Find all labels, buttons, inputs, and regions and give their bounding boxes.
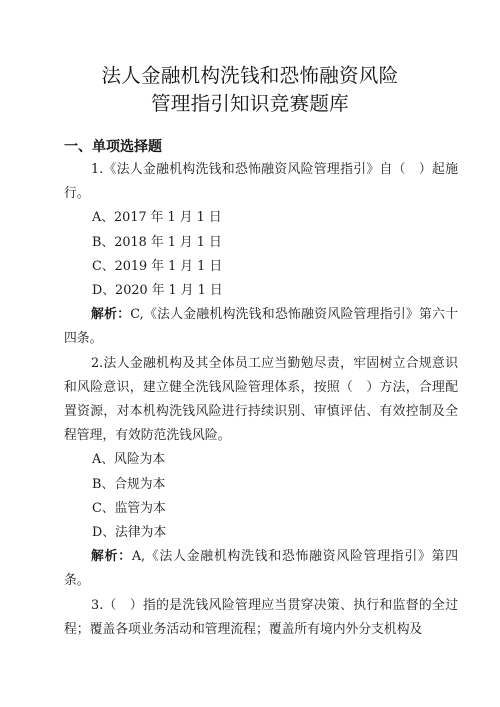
- answer-option: D、2020 年 1 月 1 日: [92, 283, 223, 299]
- answer-option: C、监管为本: [92, 500, 166, 516]
- answer-label: 解析：: [91, 549, 132, 565]
- answer-option: D、法律为本: [92, 525, 167, 541]
- answer-option: B、2018 年 1 月 1 日: [92, 234, 222, 250]
- question-list: [64, 158, 458, 642]
- answer-text: A,《法人金融机构洗钱和恐怖融资风险管理指引》第四条。: [64, 549, 458, 589]
- question-stem: 3.（ ）指的是洗钱风险管理应当贯穿决策、执行和监督的全过程；覆盖各项业务活动和管理流程；覆盖所有境内外分支机构及: [64, 597, 458, 637]
- answer-explanation: [64, 303, 458, 351]
- question-stem: 1.《法人金融机构洗钱和恐怖融资风险管理指引》自（ ）起施行。: [64, 162, 458, 202]
- section-heading: 一、单项选择题: [64, 139, 162, 155]
- answer-explanation: [64, 545, 458, 593]
- document-title-line2: 管理指引知识竞赛题库: [150, 92, 349, 115]
- answer-option: B、合规为本: [92, 476, 166, 492]
- answer-option: A、2017 年 1 月 1 日: [92, 210, 222, 226]
- answer-option: C、2019 年 1 月 1 日: [92, 258, 223, 274]
- answer-option: A、风险为本: [92, 452, 166, 468]
- document-title-line1: 法人金融机构洗钱和恐怖融资风险: [101, 64, 399, 87]
- question-stem: 2.法人金融机构及其全体员工应当勤勉尽责，牢固树立合规意识和风险意识，建立健全洗钱风险管理体系，按照（ ）方法，合理配置资源，对本机构洗钱风险进行持续识别、审慎评估、有效控制及全程管理，有效防范洗钱风险。: [64, 355, 458, 444]
- answer-label: 解析：: [91, 307, 131, 323]
- answer-text: C,《法人金融机构洗钱和恐怖融资风险管理指引》第六十四条。: [64, 307, 459, 347]
